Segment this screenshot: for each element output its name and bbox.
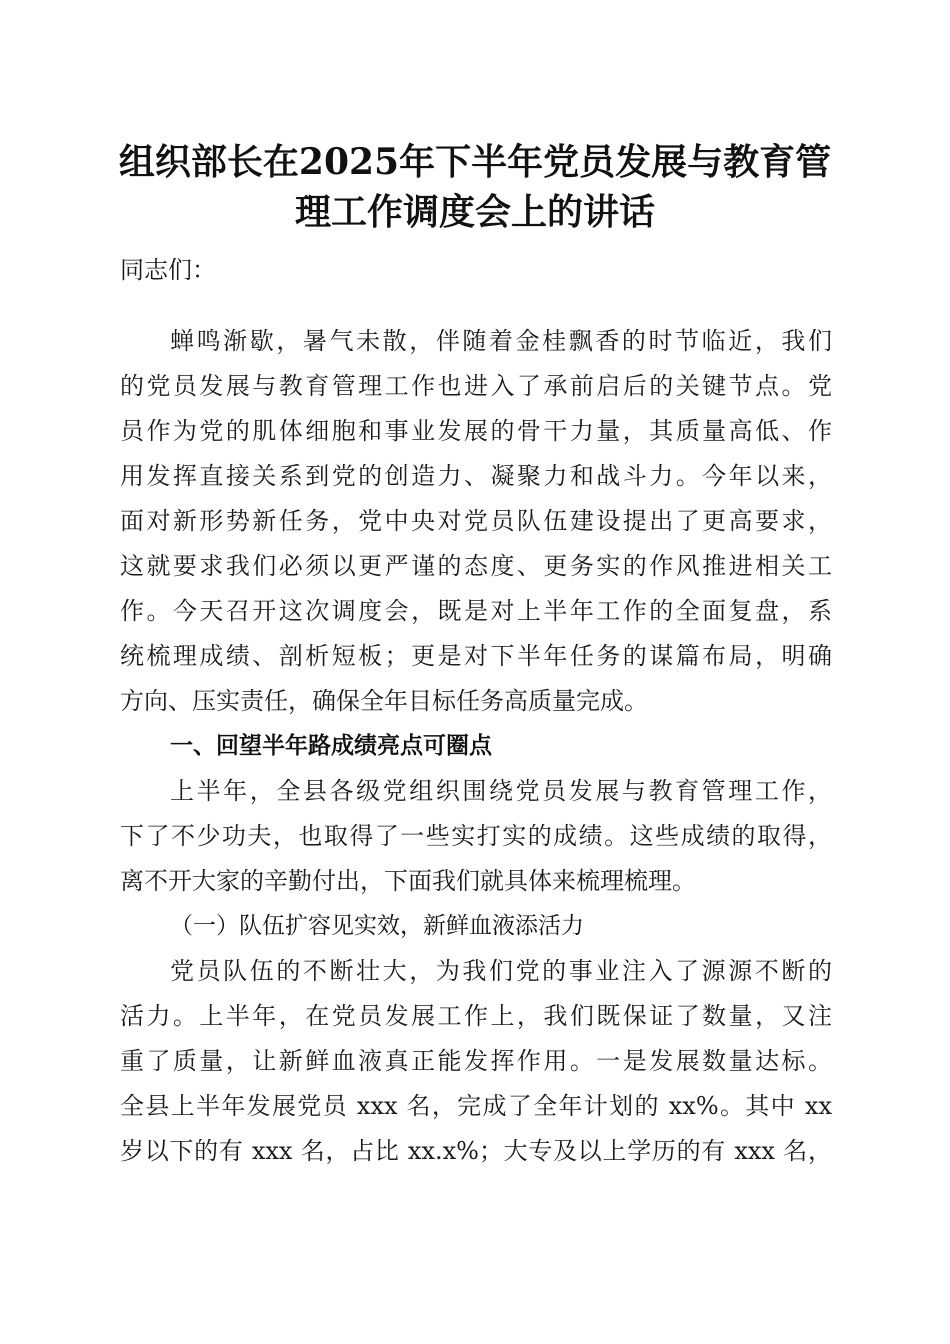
paragraph-line: 面对新形势新任务，党中央对党员队伍建设提出了更高要求，: [120, 507, 832, 535]
paragraph-line: 党员队伍的不断壮大，为我们党的事业注入了源源不断的: [170, 957, 832, 985]
document-title-line-2: 理工作调度会上的讲话: [294, 191, 655, 233]
paragraph-line: 上半年，全县各级党组织围绕党员发展与教育管理工作，: [170, 777, 832, 805]
document-title-line-1: 组织部长在2025年下半年党员发展与教育管: [118, 141, 832, 183]
paragraph-line: 离不开大家的辛勤付出，下面我们就具体来梳理梳理。: [120, 867, 696, 895]
subsection-heading: （一）队伍扩容见实效，新鲜血液添活力: [170, 913, 584, 939]
paragraph-line: 活力。上半年，在党员发展工作上，我们既保证了数量，又注: [120, 1002, 832, 1030]
paragraph-line: 统梳理成绩、剖析短板；更是对下半年任务的谋篇布局，明确: [120, 642, 832, 670]
section-heading: 一、回望半年路成绩亮点可圈点: [170, 733, 492, 759]
paragraph-line: 这就要求我们必须以更严谨的态度、更务实的作风推进相关工: [120, 552, 832, 580]
paragraph-line: 重了质量，让新鲜血液真正能发挥作用。一是发展数量达标。: [120, 1047, 832, 1075]
paragraph-line: 员作为党的肌体细胞和事业发展的骨干力量，其质量高低、作: [120, 417, 832, 445]
paragraph-line: 作。今天召开这次调度会，既是对上半年工作的全面复盘，系: [120, 597, 832, 625]
paragraph-line: 岁以下的有 xxx 名，占比 xx.x%；大专及以上学历的有 xxx 名，: [120, 1137, 832, 1165]
paragraph-line: 用发挥直接关系到党的创造力、凝聚力和战斗力。今年以来，: [120, 462, 832, 490]
paragraph-line: 方向、压实责任，确保全年目标任务高质量完成。: [120, 687, 648, 715]
salutation: 同志们：: [120, 256, 216, 284]
paragraph-line: 的党员发展与教育管理工作也进入了承前启后的关键节点。党: [120, 372, 832, 400]
paragraph-line: 蝉鸣渐歇，暑气未散，伴随着金桂飘香的时节临近，我们: [170, 327, 832, 355]
paragraph-line: 全县上半年发展党员 xxx 名，完成了全年计划的 xx%。其中 xx: [120, 1092, 832, 1120]
paragraph-line: 下了不少功夫，也取得了一些实打实的成绩。这些成绩的取得，: [120, 822, 832, 850]
